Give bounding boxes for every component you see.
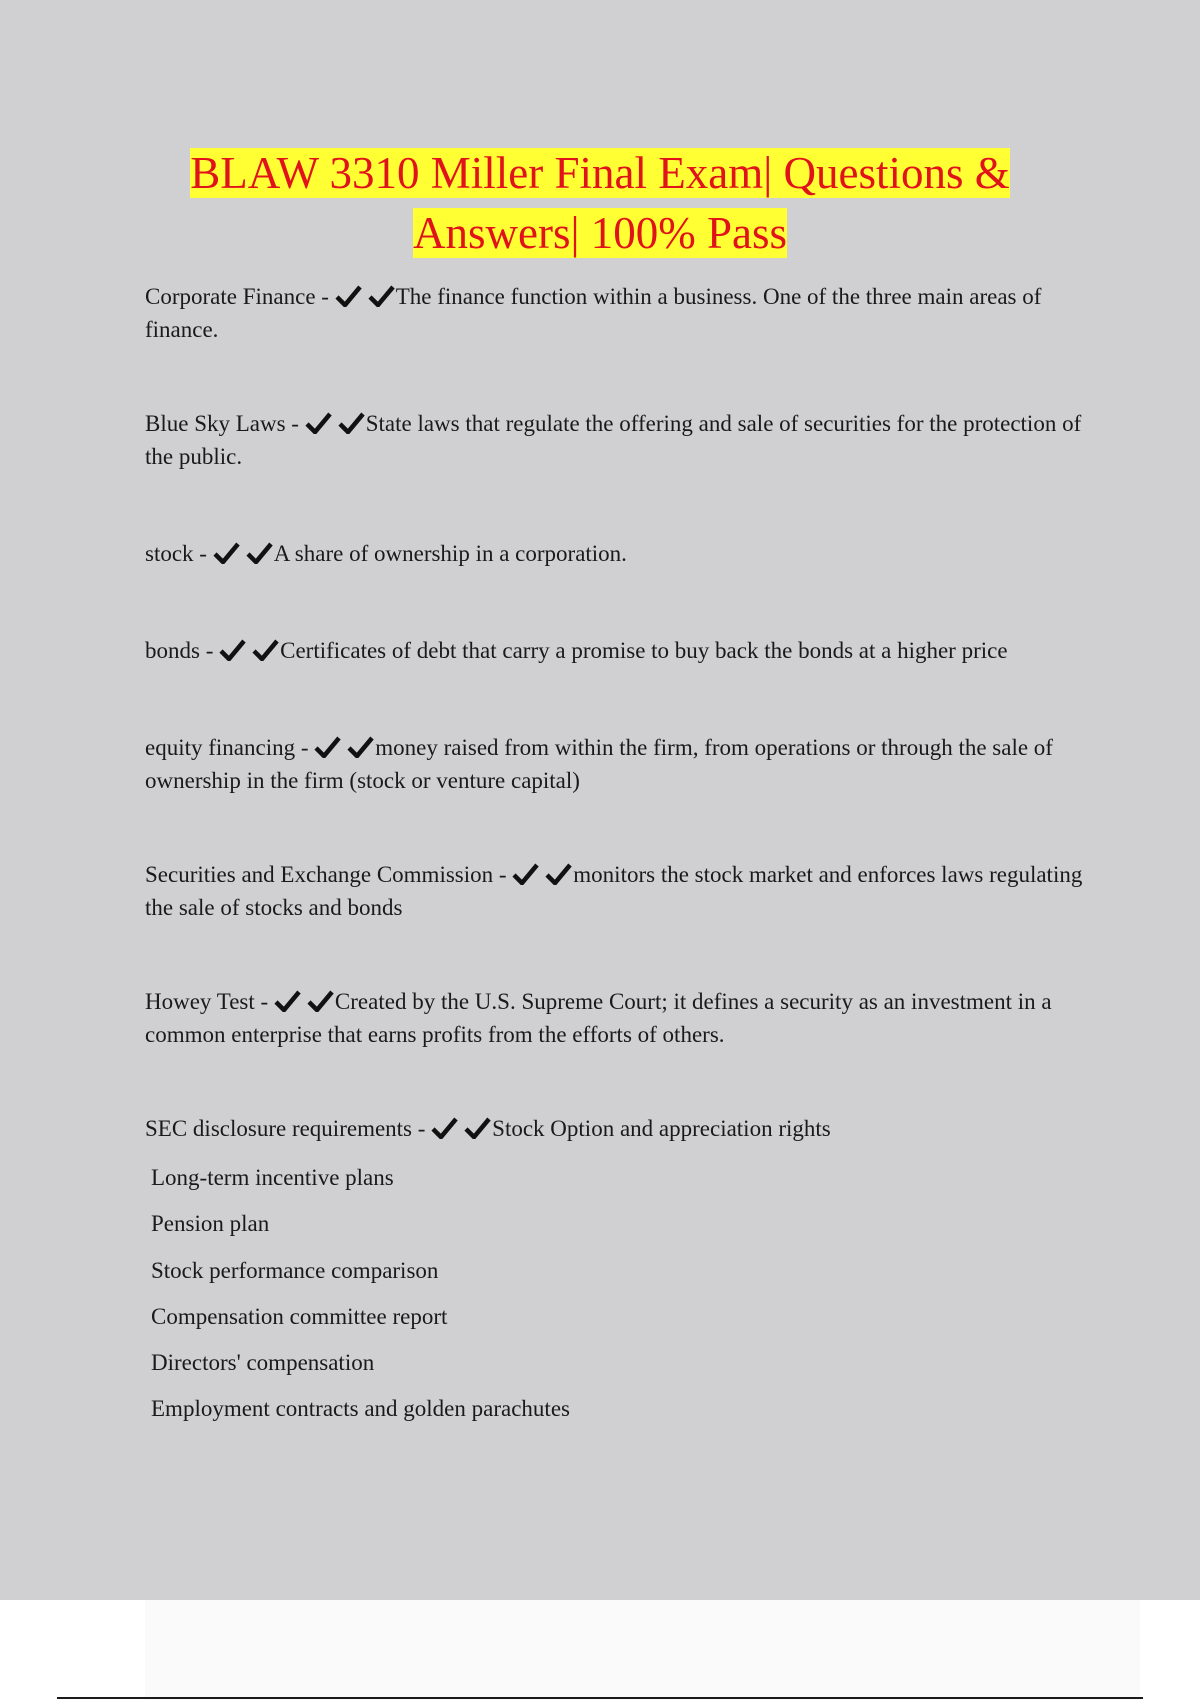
entry-definition: Created by the U.S. Supreme Court; it defines a security as an investment in a common enterprise that earns profits from the efforts of others.	[145, 989, 1052, 1047]
check-icon	[512, 863, 539, 885]
check-icon	[338, 412, 365, 434]
check-icon	[368, 285, 395, 307]
entry-definition: State laws that regulate the offering and sale of securities for the protection of the public.	[145, 411, 1082, 469]
entry-term: SEC disclosure requirements -	[145, 1116, 432, 1141]
entry-term: Howey Test -	[145, 989, 274, 1014]
entry-term: Securities and Exchange Commission -	[145, 862, 513, 887]
entry-term: Corporate Finance -	[145, 284, 335, 309]
qa-entry-stock	[145, 537, 1100, 570]
check-icon	[347, 736, 374, 758]
entry-term: stock -	[145, 541, 213, 566]
entry-definition: Certificates of debt that carry a promise to buy back the bonds at a higher price	[280, 638, 1008, 663]
list-item: Stock performance comparison	[151, 1257, 439, 1283]
check-icon	[314, 736, 341, 758]
check-icon	[252, 639, 279, 661]
check-icon	[431, 1117, 458, 1139]
list-item: Employment contracts and golden parachutes	[151, 1396, 570, 1422]
qa-entry-howey-test	[145, 985, 1100, 1051]
qa-entry-bonds	[145, 634, 1100, 667]
entry-definition: money raised from within the firm, from operations or through the sale of ownership in the firm (stock or venture capital)	[145, 735, 1053, 793]
entry-definition: Stock Option and appreciation rights	[492, 1116, 831, 1141]
entry-definition: The finance function within a business. One of the three main areas of finance.	[145, 284, 1042, 342]
check-icon	[545, 863, 572, 885]
check-icon	[335, 285, 362, 307]
entry-term: equity financing -	[145, 735, 315, 760]
check-icon	[219, 639, 246, 661]
qa-entry-blue-sky-laws	[145, 407, 1100, 473]
check-icon	[274, 990, 301, 1012]
list-item: Pension plan	[151, 1211, 270, 1237]
qa-entry-sec-disclosure	[145, 1112, 1100, 1145]
next-page-edge	[145, 1600, 1140, 1700]
qa-entry-sec	[145, 858, 1100, 924]
entry-definition: A share of ownership in a corporation.	[273, 541, 627, 566]
qa-entry-equity-financing	[145, 731, 1100, 797]
check-icon	[305, 412, 332, 434]
check-icon	[213, 542, 240, 564]
entry-term: Blue Sky Laws -	[145, 411, 305, 436]
document-title	[100, 143, 1100, 263]
entry-definition: monitors the stock market and enforces laws regulating the sale of stocks and bonds	[145, 862, 1083, 920]
check-icon	[464, 1117, 491, 1139]
qa-entry-corporate-finance	[145, 280, 1100, 346]
list-item: Directors' compensation	[151, 1350, 375, 1376]
check-icon	[246, 542, 273, 564]
title-line-2: Answers| 100% Pass	[413, 208, 787, 258]
list-item: Compensation committee report	[151, 1303, 448, 1329]
footer-divider	[57, 1697, 1143, 1699]
list-item: Long-term incentive plans	[151, 1165, 394, 1190]
sec-disclosure-list	[151, 1161, 1051, 1439]
check-icon	[307, 990, 334, 1012]
title-line-1: BLAW 3310 Miller Final Exam| Questions &	[190, 148, 1010, 198]
entry-term: bonds -	[145, 638, 220, 663]
